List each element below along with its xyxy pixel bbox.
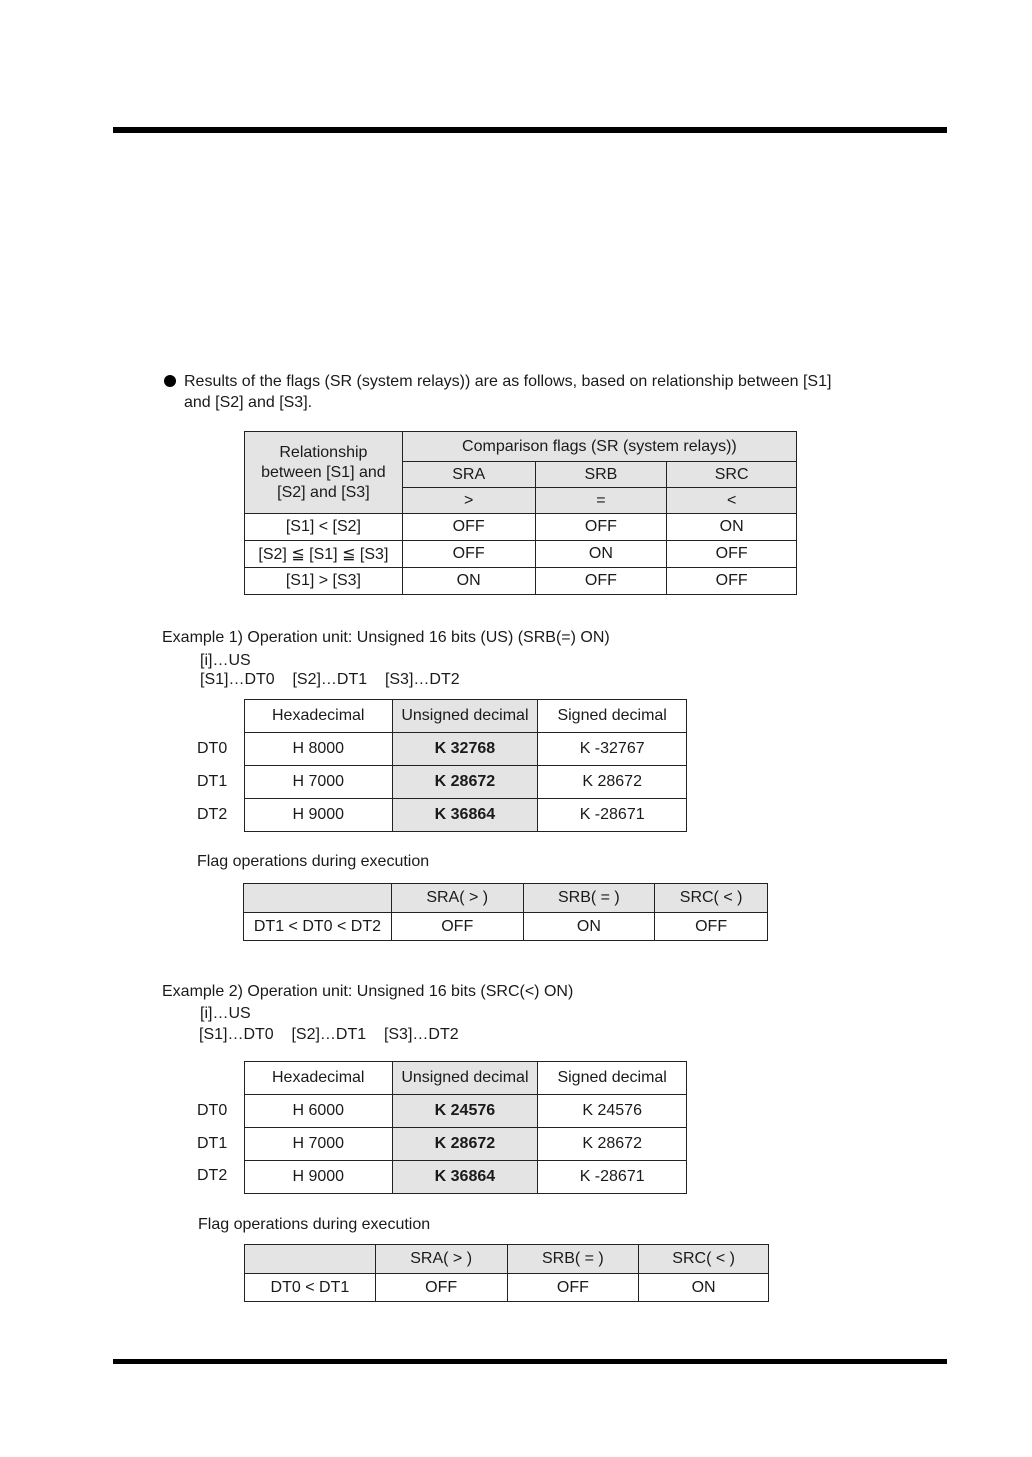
flag-header-empty	[244, 884, 392, 913]
example1-row-label-dt0: DT0	[197, 740, 228, 757]
condition-cell: DT1 < DT0 < DT2	[244, 913, 392, 941]
src-cell: OFF	[655, 913, 768, 941]
example2-flag-table	[244, 1244, 769, 1302]
relation-cell: [S1] < [S2]	[245, 514, 403, 541]
hex-cell: H 7000	[245, 1128, 393, 1161]
bottom-rule	[113, 1359, 947, 1364]
sra-cell: OFF	[402, 514, 535, 541]
srb-cell: ON	[523, 913, 655, 941]
flag-header-src: SRC	[667, 462, 797, 488]
table-row	[245, 1095, 687, 1128]
hex-cell: H 9000	[245, 1161, 393, 1194]
src-cell: OFF	[667, 541, 797, 568]
relation-cell: [S2] ≦ [S1] ≦ [S3]	[245, 541, 403, 568]
example1-flag-title: Flag operations during execution	[197, 853, 430, 870]
table-row	[245, 733, 687, 766]
bullet-icon	[164, 375, 176, 387]
unsigned-cell: K 28672	[392, 766, 538, 799]
intro-line-2: and [S2] and [S3].	[184, 394, 313, 411]
example2-value-table	[244, 1061, 687, 1194]
example1-title: Example 1) Operation unit: Unsigned 16 bits (US) (SRB(=) ON)	[162, 629, 610, 646]
flag-header-srb: SRB( = )	[507, 1245, 639, 1274]
relationship-table	[244, 431, 797, 595]
flag-header-sra: SRA( > )	[391, 884, 523, 913]
srb-cell: OFF	[507, 1274, 639, 1302]
srb-cell: OFF	[535, 568, 667, 595]
signed-cell: K -28671	[538, 799, 687, 832]
hex-cell: H 6000	[245, 1095, 393, 1128]
src-cell: ON	[639, 1274, 769, 1302]
corner-line-1: Relationship	[279, 443, 368, 461]
example2-row-label-dt2: DT2	[197, 1167, 228, 1184]
symbol-equal: =	[535, 488, 667, 514]
unsigned-cell: K 36864	[392, 1161, 538, 1194]
signed-cell: K -28671	[538, 1161, 687, 1194]
src-cell: OFF	[667, 568, 797, 595]
sra-cell: ON	[402, 568, 535, 595]
signed-cell: K 28672	[538, 766, 687, 799]
example2-title: Example 2) Operation unit: Unsigned 16 bits (SRC(<) ON)	[162, 983, 574, 1000]
table-row	[245, 514, 797, 541]
flag-header-srb: SRB	[535, 462, 667, 488]
table-row	[245, 568, 797, 595]
table-row	[244, 913, 768, 941]
src-cell: ON	[667, 514, 797, 541]
signed-cell: K 28672	[538, 1128, 687, 1161]
flag-header-src: SRC( < )	[655, 884, 768, 913]
example2-operand-i: [i]…US	[200, 1005, 251, 1022]
table-row	[245, 766, 687, 799]
sra-cell: OFF	[402, 541, 535, 568]
example2-flag-title: Flag operations during execution	[198, 1216, 431, 1233]
header-hexadecimal: Hexadecimal	[245, 1062, 393, 1095]
relation-cell: [S1] > [S3]	[245, 568, 403, 595]
example1-value-table	[244, 699, 687, 832]
corner-line-3: [S2] and [S3]	[277, 483, 370, 501]
corner-line-2: between [S1] and	[261, 463, 386, 481]
sra-cell: OFF	[375, 1274, 507, 1302]
table-row	[245, 799, 687, 832]
hex-cell: H 9000	[245, 799, 393, 832]
comparison-flags-header: Comparison flags (SR (system relays))	[402, 432, 796, 462]
example2-row-label-dt1: DT1	[197, 1135, 228, 1152]
srb-cell: OFF	[535, 514, 667, 541]
top-rule	[113, 127, 947, 133]
hex-cell: H 7000	[245, 766, 393, 799]
relationship-corner-header	[245, 432, 403, 514]
unsigned-cell: K 24576	[392, 1095, 538, 1128]
unsigned-cell: K 36864	[392, 799, 538, 832]
sra-cell: OFF	[391, 913, 523, 941]
hex-cell: H 8000	[245, 733, 393, 766]
intro-line-1: Results of the flags (SR (system relays)) are as follows, based on relationship between [S1]	[184, 373, 832, 390]
flag-header-sra: SRA( > )	[375, 1245, 507, 1274]
flag-header-src: SRC( < )	[639, 1245, 769, 1274]
example1-row-label-dt1: DT1	[197, 773, 228, 790]
example1-operand-i: [i]…US	[200, 652, 251, 669]
signed-cell: K 24576	[538, 1095, 687, 1128]
unsigned-cell: K 32768	[392, 733, 538, 766]
unsigned-cell: K 28672	[392, 1128, 538, 1161]
table-row	[245, 1128, 687, 1161]
flag-header-srb: SRB( = )	[523, 884, 655, 913]
table-row	[245, 1274, 769, 1302]
srb-cell: ON	[535, 541, 667, 568]
example1-flag-table	[243, 883, 768, 941]
header-signed-decimal: Signed decimal	[538, 700, 687, 733]
header-unsigned-decimal: Unsigned decimal	[392, 1062, 538, 1095]
flag-header-empty	[245, 1245, 376, 1274]
symbol-greater: >	[402, 488, 535, 514]
example1-row-label-dt2: DT2	[197, 806, 228, 823]
signed-cell: K -32767	[538, 733, 687, 766]
symbol-less: <	[667, 488, 797, 514]
example2-operands: [S1]…DT0 [S2]…DT1 [S3]…DT2	[199, 1026, 459, 1043]
header-unsigned-decimal: Unsigned decimal	[392, 700, 538, 733]
table-row	[245, 541, 797, 568]
table-row	[245, 1161, 687, 1194]
example1-operands: [S1]…DT0 [S2]…DT1 [S3]…DT2	[200, 671, 460, 688]
header-hexadecimal: Hexadecimal	[245, 700, 393, 733]
example2-row-label-dt0: DT0	[197, 1102, 228, 1119]
flag-header-sra: SRA	[402, 462, 535, 488]
condition-cell: DT0 < DT1	[245, 1274, 376, 1302]
header-signed-decimal: Signed decimal	[538, 1062, 687, 1095]
